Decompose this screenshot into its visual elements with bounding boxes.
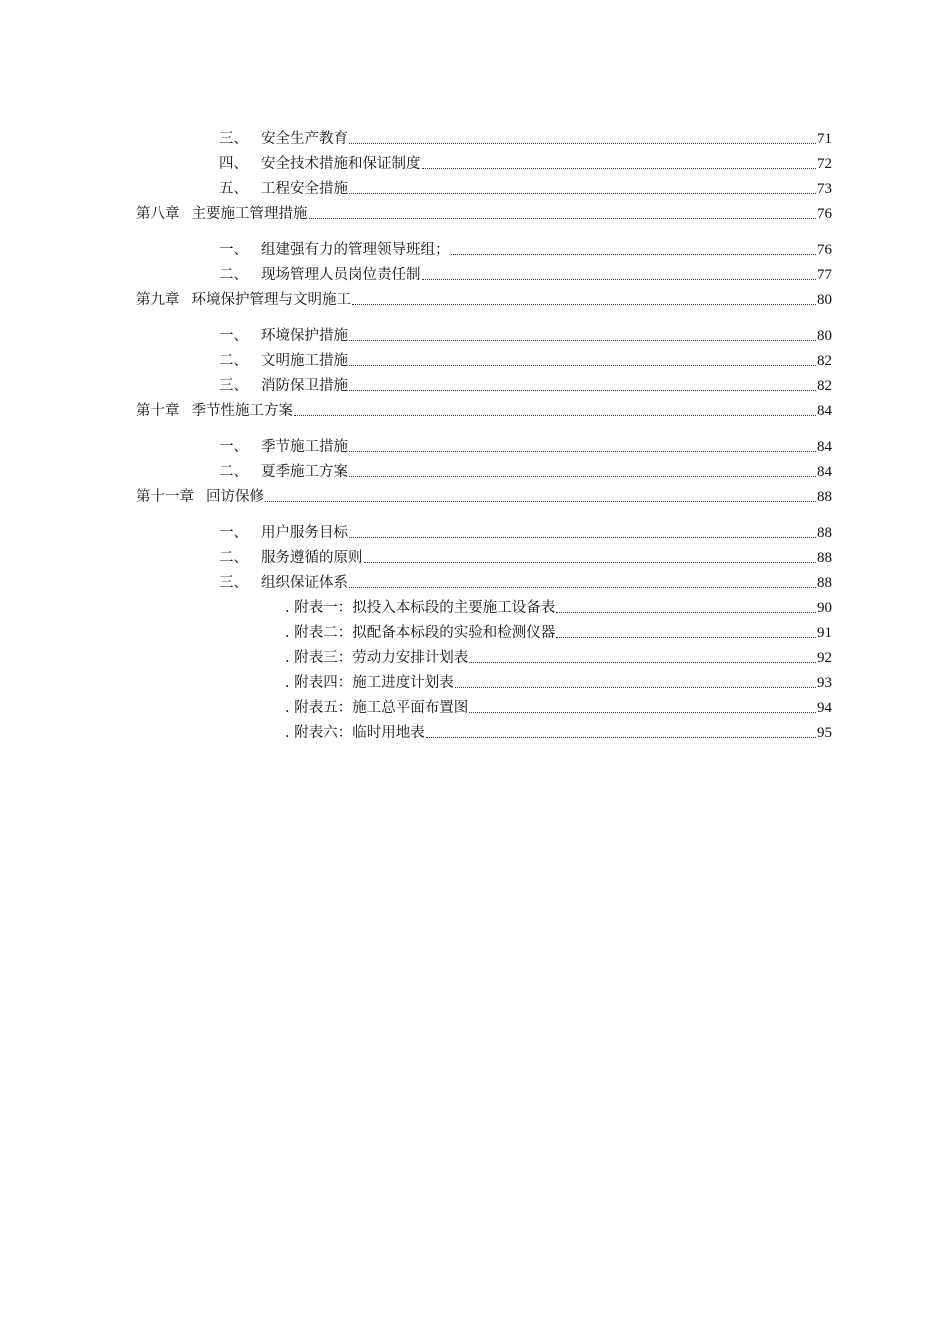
dot-leader [349,475,816,477]
dot-leader [349,536,816,538]
toc-entry-label [219,266,421,284]
toc-entry-label [219,549,363,567]
toc-entry-title: 季节施工措施 [261,439,348,455]
dot-leader [352,303,816,305]
dot-leader [455,686,816,688]
toc-entry [219,260,832,284]
toc-entry-label [285,649,468,667]
toc-appendix-number: . 附表五： [285,700,353,716]
toc-appendix-entry [285,643,832,667]
toc-entry [219,149,832,173]
toc-entry-page: 93 [817,675,832,691]
toc-entry-page: 82 [817,353,832,369]
toc-entry-label [219,241,450,259]
toc-entry-label [219,377,348,395]
toc-entry-page: 88 [817,525,832,541]
toc-entry [219,432,832,456]
toc-chapter-number: 第八章 [136,206,180,222]
toc-entry-page: 73 [817,181,832,197]
toc-entry-page: 88 [817,550,832,566]
toc-entry-title: 安全生产教育 [261,131,348,147]
dot-leader [294,414,816,416]
toc-entry-page: 76 [817,206,832,222]
toc-entry-title: 服务遵循的原则 [261,550,363,566]
toc-entry-label [136,291,351,309]
dot-leader [349,389,816,391]
toc-appendix-number: . 附表四： [285,675,353,691]
toc-entry [219,235,832,259]
toc-entry-label [219,155,421,173]
toc-entry-page: 92 [817,650,832,666]
dot-leader [349,586,816,588]
toc-entry-label [136,488,264,506]
toc-entry-page: 76 [817,242,832,258]
toc-chapter-title: 主要施工管理措施 [191,206,308,222]
toc-entry [219,568,832,592]
toc-chapter-title: 回访保修 [206,489,264,505]
toc-chapter-entry [136,482,832,506]
toc-entry-page: 84 [817,403,832,419]
toc-entry-page: 95 [817,725,832,741]
dot-leader [422,167,817,169]
toc-entry-label [219,438,348,456]
dot-leader [349,192,816,194]
toc-entry-label [285,699,468,717]
toc-appendix-entry [285,593,832,617]
toc-entry-label [219,327,348,345]
toc-appendix-entry [285,618,832,642]
toc-entry-label [285,674,454,692]
toc-entry [219,371,832,395]
toc-chapter-entry [136,396,832,420]
dot-leader [422,278,817,280]
toc-entry [219,124,832,148]
toc-entry-page: 91 [817,625,832,641]
toc-entry-number: 一、 [219,242,248,258]
toc-appendix-entry [285,718,832,742]
toc-entry-page: 90 [817,600,832,616]
dot-leader [556,636,816,638]
dot-leader [364,561,817,563]
toc-entry-title: 现场管理人员岗位责任制 [261,267,421,283]
dot-leader [349,142,816,144]
toc-entry-page: 72 [817,156,832,172]
toc-appendix-title: 拟投入本标段的主要施工设备表 [352,600,556,616]
toc-entry [219,174,832,198]
toc-entry-page: 71 [817,131,832,147]
toc-chapter-title: 环境保护管理与文明施工 [191,292,351,308]
toc-entry-label [285,624,555,642]
toc-appendix-title: 施工进度计划表 [352,675,454,691]
toc-entry-number: 四、 [219,156,248,172]
toc-entry-number: 二、 [219,550,248,566]
toc-entry-number: 三、 [219,378,248,394]
toc-entry-title: 用户服务目标 [261,525,348,541]
dot-leader [469,711,816,713]
toc-entry-title: 消防保卫措施 [261,378,348,394]
toc-entry-label [285,599,555,617]
toc-entry-label [219,574,348,592]
toc-entry-number: 三、 [219,575,248,591]
dot-leader [426,736,816,738]
dot-leader [309,217,817,219]
toc-appendix-title: 劳动力安排计划表 [352,650,469,666]
toc-entry-page: 84 [817,439,832,455]
toc-appendix-title: 拟配备本标段的实验和检测仪器 [352,625,556,641]
toc-entry-page: 80 [817,328,832,344]
toc-entry-title: 环境保护措施 [261,328,348,344]
toc-appendix-title: 临时用地表 [352,725,425,741]
toc-chapter-number: 第九章 [136,292,180,308]
dot-leader [349,339,816,341]
toc-entry-label [219,524,348,542]
toc-entry-number: 一、 [219,439,248,455]
toc-entry-title: 组建强有力的管理领导班组； [261,242,450,258]
toc-appendix-number: . 附表三： [285,650,353,666]
toc-chapter-title: 季节性施工方案 [191,403,293,419]
toc-entry-label [219,463,348,481]
toc-entry-title: 夏季施工方案 [261,464,348,480]
toc-appendix-number: . 附表一： [285,600,353,616]
dot-leader [451,253,817,255]
dot-leader [469,661,816,663]
toc-appendix-title: 施工总平面布置图 [352,700,469,716]
toc-entry-number: 一、 [219,525,248,541]
toc-entry-number: 一、 [219,328,248,344]
toc-entry-label [219,180,348,198]
toc-chapter-number: 第十章 [136,403,180,419]
toc-entry-number: 三、 [219,131,248,147]
dot-leader [349,364,816,366]
dot-leader [265,500,816,502]
toc-entry-page: 88 [817,489,832,505]
toc-appendix-number: . 附表六： [285,725,353,741]
dot-leader [349,450,816,452]
toc-entry [219,321,832,345]
toc-entry-page: 80 [817,292,832,308]
toc-chapter-entry [136,199,832,223]
toc-entry-number: 五、 [219,181,248,197]
toc-entry-number: 二、 [219,353,248,369]
toc-entry [219,518,832,542]
toc-entry-title: 安全技术措施和保证制度 [261,156,421,172]
toc-entry-title: 工程安全措施 [261,181,348,197]
toc-entry-label [136,402,293,420]
toc-chapter-number: 第十一章 [136,489,194,505]
toc-appendix-entry [285,693,832,717]
toc-entry [219,543,832,567]
toc-entry-label [136,205,308,223]
toc-entry-page: 77 [817,267,832,283]
toc-appendix-entry [285,668,832,692]
toc-entry-number: 二、 [219,267,248,283]
toc-entry-number: 二、 [219,464,248,480]
toc-entry-label [285,724,425,742]
toc-entry-title: 组织保证体系 [261,575,348,591]
toc-entry [219,346,832,370]
toc-chapter-entry [136,285,832,309]
dot-leader [556,611,816,613]
toc-appendix-number: . 附表二： [285,625,353,641]
toc-entry-title: 文明施工措施 [261,353,348,369]
toc-entry-page: 84 [817,464,832,480]
toc-entry-label [219,130,348,148]
toc-entry-page: 82 [817,378,832,394]
toc-entry-label [219,352,348,370]
toc-entry [219,457,832,481]
toc-entry-page: 94 [817,700,832,716]
toc-entry-page: 88 [817,575,832,591]
